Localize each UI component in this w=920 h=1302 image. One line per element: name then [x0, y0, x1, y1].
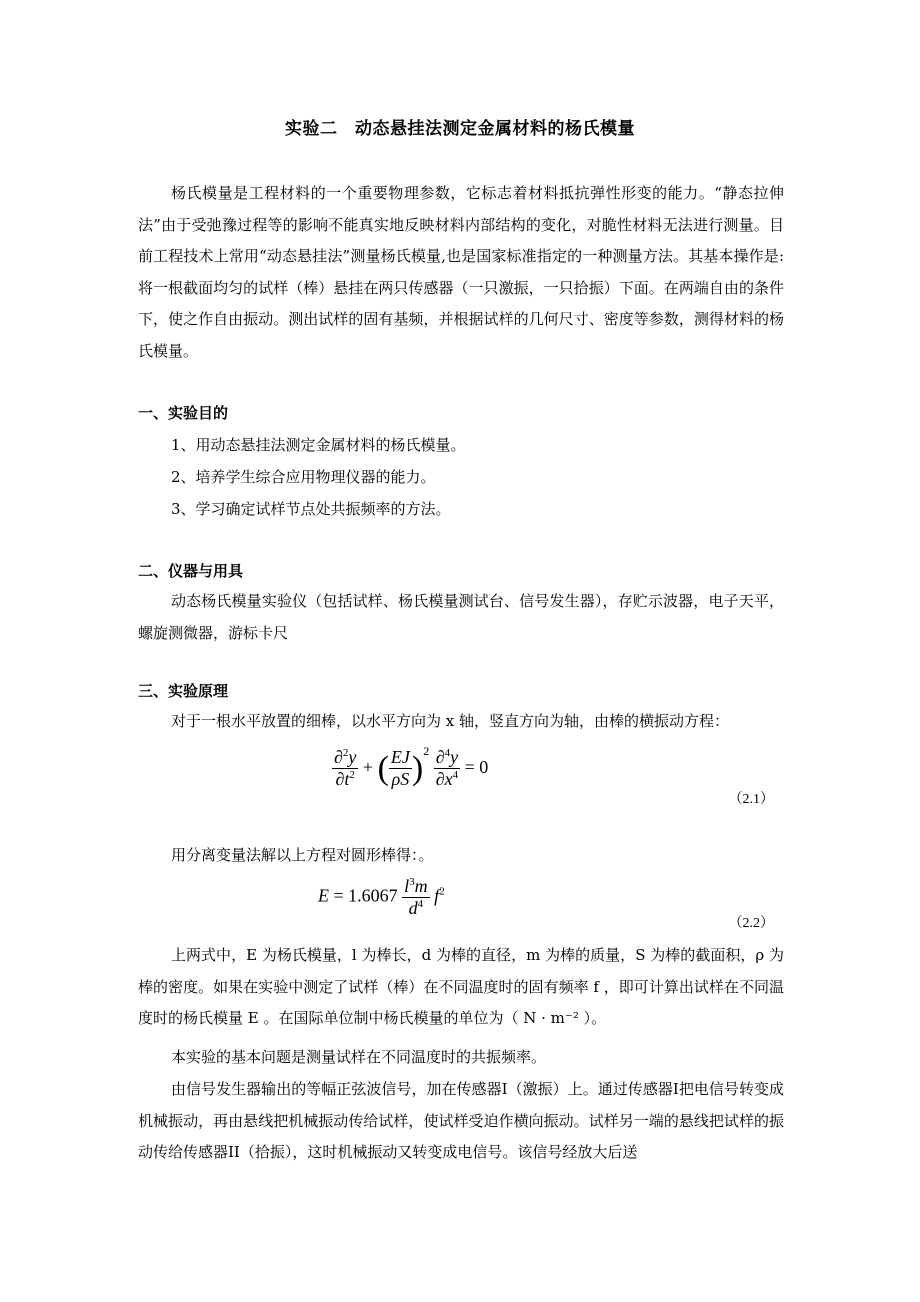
equation-2-2: E = 1.6067 $\frac{l^3m}{d^4}$ $f^2$: [318, 876, 445, 918]
equation-number: （2.2）: [728, 916, 774, 931]
section-heading-purpose: 一、实验目的: [138, 404, 229, 422]
equation-2-1: $\frac{\partial^2y}{\partial t^2}$ + ( $\frac{EJ}{\rho S}$ )$^2$ $\frac{\partial^4y}{\partial x^4}$ = 0: [334, 744, 489, 790]
list-item: 2、培养学生综合应用物理仪器的能力。: [171, 468, 436, 486]
list-item: 3、学习确定试样节点处共振频率的方法。: [171, 500, 451, 518]
equation-number: （2.1）: [728, 792, 774, 807]
instruments-paragraph: 动态杨氏模量实验仪（包括试样、杨氏模量测试台、信号发生器），存贮示波器，电子天平，螺旋测微器，游标卡尺: [138, 592, 784, 642]
intro-paragraph: 杨氏模量是工程材料的一个重要物理参数，它标志着材料抵抗弹性形变的能力。“静态拉伸法”由于受弛豫过程等的影响不能真实地反映材料内部结构的变化，对脆性材料无法进行测量。目前工程技术上常用“动态悬挂法”测量杨氏模量,也是国家标准指定的一种测量方法。其基本操作是: 将一根截面均匀的试样（棒）悬挂在两只传感器（一只激振，一只拾振）下面。在两端自由的条件下，使之作自由振动。测出试样的固有基频，并根据试样的几何尺寸、密度等参数，测得材料的杨氏模量。: [138, 184, 784, 360]
principle-intro-line: 对于一根水平放置的细棒，以水平方向为 x 轴，竖直方向为轴，由棒的横振动方程：: [171, 712, 729, 730]
separation-line: 用分离变量法解以上方程对圆形棒得：。: [171, 846, 434, 864]
variables-paragraph: 上两式中，E 为杨氏模量，l 为棒长，d 为棒的直径，m 为棒的质量，S 为棒的截面积，ρ 为棒的密度。如果在实验中测定了试样（棒）在不同温度时的固有频率 f ，即可计算出试样在不同温度时的杨氏模量 E 。在国际单位制中杨氏模量的单位为（ N · m⁻² ）。: [138, 946, 784, 1027]
basic-problem-paragraph: 本实验的基本问题是测量试样在不同温度时的共振频率。: [171, 1048, 547, 1066]
section-heading-principle: 三、实验原理: [138, 682, 229, 700]
section-heading-instruments: 二、仪器与用具: [138, 562, 244, 580]
list-item: 1、用动态悬挂法测定金属材料的杨氏模量。: [171, 436, 466, 454]
signal-paragraph: 由信号发生器输出的等幅正弦波信号，加在传感器I（激振）上。通过传感器I把电信号转变成机械振动，再由悬线把机械振动传给试样，使试样受迫作横向振动。试样另一端的悬线把试样的振动传给传感器II（拾振），这时机械振动又转变成电信号。该信号经放大后送: [138, 1080, 784, 1161]
page-title: 实验二 动态悬挂法测定金属材料的杨氏模量: [285, 119, 635, 139]
